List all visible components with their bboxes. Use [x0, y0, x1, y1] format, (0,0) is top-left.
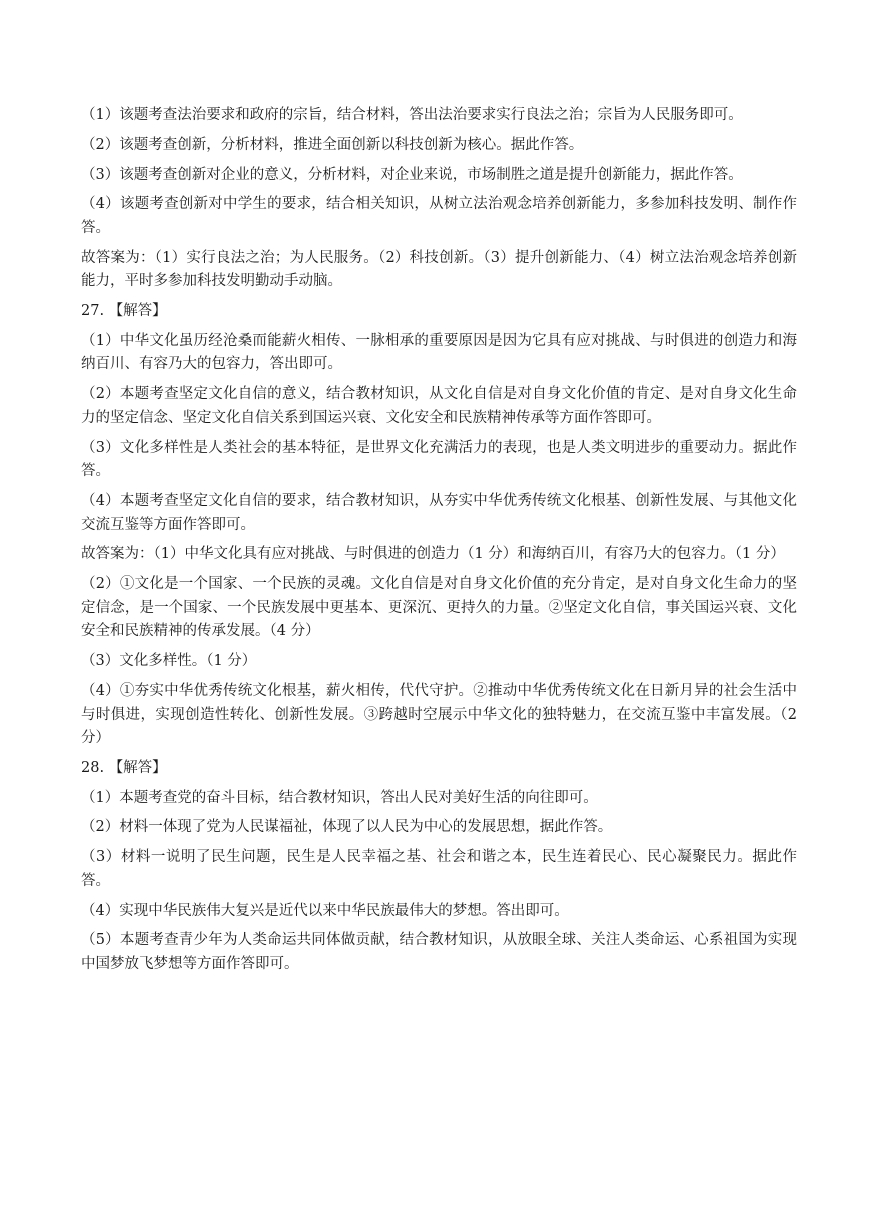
q26-explanation-2: （2）该题考查创新，分析材料，推进全面创新以科技创新为核心。据此作答。 — [81, 136, 584, 153]
q27-heading: 27. 【解答】 — [81, 303, 167, 320]
q26-explanation-3: （3）该题考查创新对企业的意义，分析材料，对企业来说，市场制胜之道是提升创新能力，据此作答。 — [81, 166, 743, 183]
q27-answer-4: （4）①夯实中华优秀传统文化根基，薪火相传，代代守护。②推动中华优秀传统文化在日新月异的社会生活中与时俱进，实现创造性转化、创新性发展。③跨越时空展示中华文化的独特魅力，在交流互鉴中丰富发展。（2 分） — [81, 682, 797, 747]
q27-explanation-3: （3）文化多样性是人类社会的基本特征，是世界文化充满活力的表现，也是人类文明进步的重要动力。据此作答。 — [81, 439, 797, 480]
q28-explanation-5: （5）本题考查青少年为人类命运共同体做贡献，结合教材知识，从放眼全球、关注人类命运、心系祖国为实现中国梦放飞梦想等方面作答即可。 — [81, 932, 797, 972]
q27-explanation-1: （1）中华文化虽历经沧桑而能薪火相传、一脉相承的重要原因是因为它具有应对挑战、与时俱进的创造力和海纳百川、有容乃大的包容力，答出即可。 — [81, 332, 797, 373]
q26-explanation-1: （1）该题考查法治要求和政府的宗旨，结合材料，答出法治要求实行良法之治；宗旨为人民服务即可。 — [81, 107, 743, 123]
q27-answer: 故答案为：（1）中华文化具有应对挑战、与时俱进的创造力（1 分）和海纳百川，有容乃大的包容力。（1 分） — [81, 546, 785, 563]
q26-explanation-4: （4）该题考查创新对中学生的要求，结合相关知识，从树立法治观念培养创新能力，多参加科技发明、制作作答。 — [81, 196, 797, 236]
q28-explanation-4: （4）实现中华民族伟大复兴是近代以来中华民族最伟大的梦想。答出即可。 — [81, 902, 569, 919]
q28-heading: 28. 【解答】 — [81, 759, 167, 776]
q26-answer: 故答案为：（1）实行良法之治；为人民服务。（2）科技创新。（3）提升创新能力、（4）树立法治观念培养创新能力，平时多参加科技发明勤动手动脑。 — [81, 249, 797, 290]
q27-explanation-2: （2）本题考查坚定文化自信的意义，结合教材知识，从文化自信是对自身文化价值的肯定、是对自身文化生命力的坚定信念、坚定文化自信关系到国运兴衰、文化安全和民族精神传承等方面作答即可。 — [81, 386, 797, 426]
q28-explanation-3: （3）材料一说明了民生问题，民生是人民幸福之基、社会和谐之本，民生连着民心、民心凝聚民力。据此作答。 — [81, 849, 797, 889]
q28-explanation-1: （1）本题考查党的奋斗目标，结合教材知识，答出人民对美好生活的向往即可。 — [81, 789, 598, 806]
q27-explanation-4: （4）本题考查坚定文化自信的要求，结合教材知识，从夯实中华优秀传统文化根基、创新性发展、与其他文化交流互鉴等方面作答即可。 — [81, 493, 797, 533]
q28-explanation-2: （2）材料一体现了党为人民谋福祉，体现了以人民为中心的发展思想，据此作答。 — [81, 819, 613, 836]
q27-answer-3: （3）文化多样性。（1 分） — [81, 653, 257, 670]
q27-answer-2: （2）①文化是一个国家、一个民族的灵魂。文化自信是对自身文化价值的充分肯定，是对自身文化生命力的坚定信念，是一个国家、一个民族发展中更基本、更深沉、更持久的力量。②坚定文化自信，事关国运兴衰、文化安全和民族精神的传承发展。（4 分） — [81, 576, 797, 640]
answer-content — [81, 104, 797, 983]
